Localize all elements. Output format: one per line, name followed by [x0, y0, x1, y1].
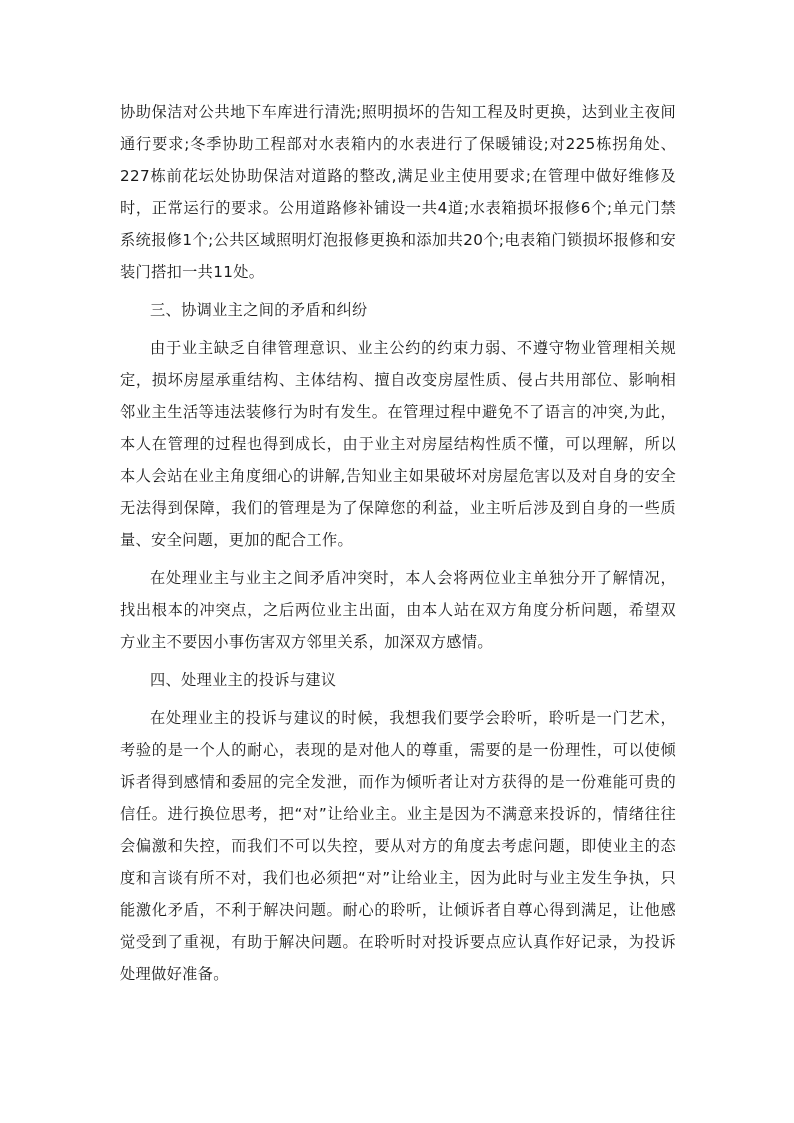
- paragraph-maintenance-summary: 协助保洁对公共地下车库进行清洗;照明损坏的告知工程及时更换，达到业主夜间通行要求;冬季协助工程部对水表箱内的水表进行了保暖铺设;对225栋拐角处、227栋前花坛处协助保洁对道路的整改,满足业主使用要求;在管理中做好维修及时，正常运行的要求。公用道路修补铺设一共4道;水表箱损坏报修6个;单元门禁系统报修1个;公共区域照明灯泡报修更换和添加共20个;电表箱门锁损坏报修和安装门搭扣一共11处。: [120, 103, 676, 281]
- paragraph-owner-conflicts: 由于业主缺乏自律管理意识、业主公约的约束力弱、不遵守物业管理相关规定，损坏房屋承重结构、主体结构、擅自改变房屋性质、侵占共用部位、影响相邻业主生活等违法装修行为时有发生。在管理过程中避免不了语言的冲突,为此，本人在管理的过程也得到成长，由于业主对房屋结构性质不懂，可以理解，所以本人会站在业主角度细心的讲解,告知业主如果破坏对房屋危害以及对自身的安全无法得到保障，我们的管理是为了保障您的利益，业主听后涉及到自身的一些质量、安全问题，更加的配合工作。: [120, 339, 676, 549]
- document-body: [120, 96, 676, 996]
- section-heading-3: 三、协调业主之间的矛盾和纠纷: [150, 301, 368, 319]
- section-heading-4: 四、处理业主的投诉与建议: [150, 671, 337, 689]
- paragraph-complaint-handling: 在处理业主的投诉与建议的时候，我想我们要学会聆听，聆听是一门艺术，考验的是一个人的耐心，表现的是对他人的尊重，需要的是一份理性，可以使倾诉者得到感情和委屈的完全发泄，而作为倾听者让对方获得的是一份难能可贵的信任。进行换位思考，把“对”让给业主。业主是因为不满意来投诉的，情绪往往会偏激和失控，而我们不可以失控，要从对方的角度去考虑问题，即使业主的态度和言谈有所不对，我们也必须把“对”让给业主，因为此时与业主发生争执，只能激化矛盾，不利于解决问题。耐心的聆听，让倾诉者自尊心得到满足，让他感觉受到了重视，有助于解决问题。在聆听时对投诉要点应认真作好记录，为投诉处理做好准备。: [120, 709, 676, 983]
- paragraph-conflict-mediation: 在处理业主与业主之间矛盾冲突时，本人会将两位业主单独分开了解情况，找出根本的冲突点，之后两位业主出面，由本人站在双方角度分析问题，希望双方业主不要因小事伤害双方邻里关系，加深双方感情。: [120, 569, 676, 651]
